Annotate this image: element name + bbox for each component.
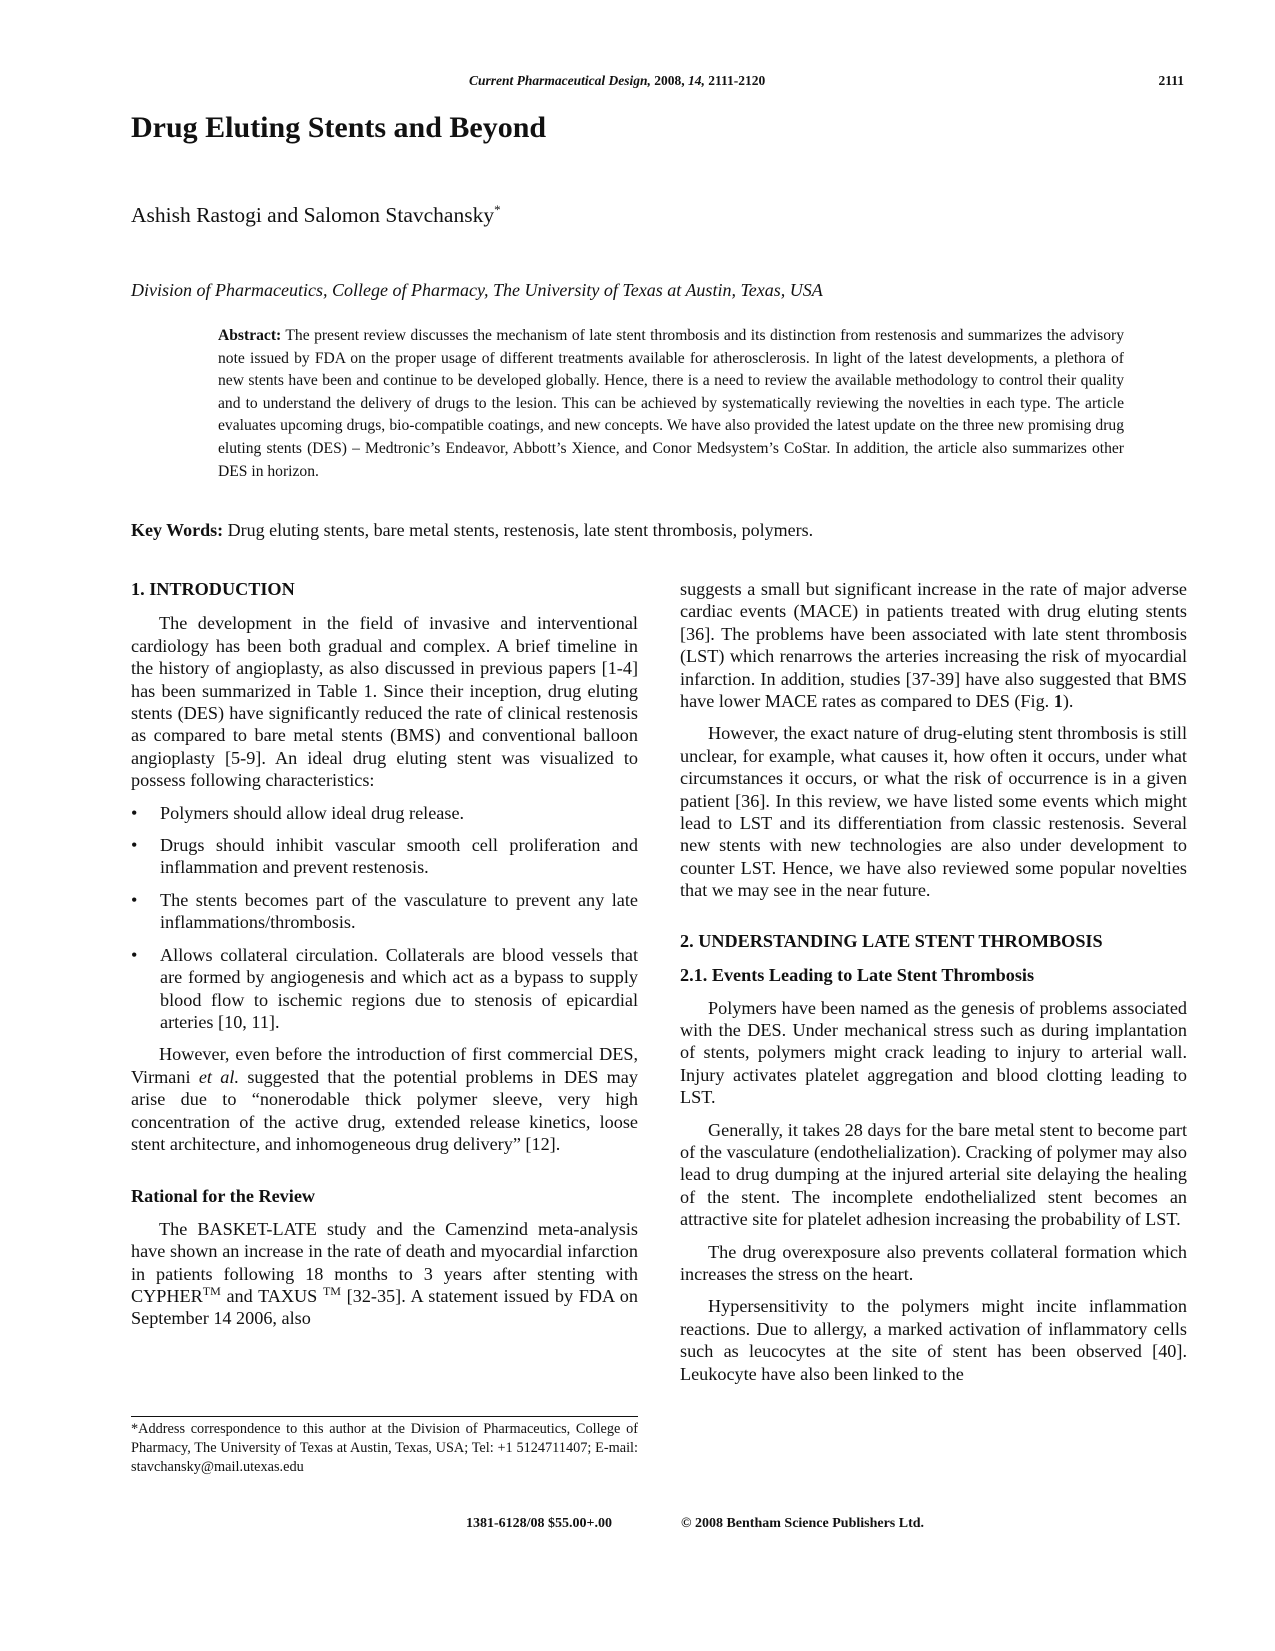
journal-pages: 2111-2120 bbox=[708, 73, 766, 88]
article-title: Drug Eluting Stents and Beyond bbox=[131, 111, 547, 144]
list-item-text: The stents becomes part of the vasculature to prevent any late inflammations/thrombosis. bbox=[160, 889, 638, 933]
subsection-heading-events: 2.1. Events Leading to Late Stent Thrombosis bbox=[680, 965, 1035, 986]
abstract-label: Abstract: bbox=[218, 327, 282, 344]
paragraph-text: [32-35]. A statement issued by FDA on September 14 2006, also bbox=[131, 1285, 638, 1329]
corresponding-author-mark: * bbox=[494, 202, 501, 217]
left-column bbox=[131, 578, 638, 1340]
trademark-mark: TM bbox=[322, 1283, 341, 1298]
paragraph: Generally, it takes 28 days for the bare metal stent to become part of the vasculature (endothelialization). Cracking of polymer may also lead to drug dumping at the injured arterial site delaying the healing of the stent. The incomplete endothelialized stent becomes an attractive site for platelet adhesion increasing the probability of LST. bbox=[680, 1119, 1187, 1230]
bullet-glyph: • bbox=[131, 802, 138, 823]
keywords-label: Key Words: bbox=[131, 520, 224, 540]
paragraph: However, the exact nature of drug-eluting stent thrombosis is still unclear, for example, what causes it, how often it occurs, under what circumstances it occurs, or what the risk of occurrence is in a given patient [36]. In this review, we have listed some events which might lead to LST and its differentiation from classic restenosis. Several new stents with new technologies are also under development to counter LST. Hence, we have also reviewed some popular novelties that we may see in the near future. bbox=[680, 723, 1187, 901]
characteristics-list bbox=[131, 802, 638, 1034]
copyright-notice: © 2008 Bentham Science Publishers Ltd. bbox=[681, 1516, 925, 1531]
paragraph: The drug overexposure also prevents collateral formation which increases the stress on the heart. bbox=[680, 1241, 1187, 1284]
list-item bbox=[131, 944, 638, 1034]
journal-name: Current Pharmaceutical Design, bbox=[469, 73, 651, 88]
abstract-text: The present review discusses the mechanism of late stent thrombosis and its distinction from restenosis and summarizes the advisory note issued by FDA on the proper usage of different treatments available for atherosclerosis. In light of the latest developments, a plethora of new stents have been and continue to be developed globally. Hence, there is a need to review the available methodology to control their quality and to understand the delivery of drugs to the lesion. This can be achieved by systematically reviewing the novelties in each type. The article evaluates upcoming drugs, bio-compatible coatings, and new concepts. We have also provided the latest update on the three new promising drug eluting stents (DES) – Medtronic’s Endeavor, Abbott’s Xience, and Conor Medsystem’s CoStar. In addition, the article also summarizes other DES in horizon. bbox=[218, 327, 1124, 480]
paragraph-text: ). bbox=[1062, 691, 1074, 712]
paragraph-text: and TAXUS bbox=[220, 1285, 323, 1306]
paragraph: The development in the field of invasive and interventional cardiology has been both gradual and complex. A brief timeline in the history of angioplasty, as also discussed in previous papers [1-4] has been summarized in Table 1. Since their inception, drug eluting stents (DES) have significantly reduced the rate of clinical restenosis as compared to bare metal stents (BMS) and conventional balloon angioplasty [5-9]. An ideal drug eluting stent was visualized to possess following characteristics: bbox=[131, 613, 638, 791]
paragraph bbox=[131, 1043, 638, 1155]
paragraph-text: The BASKET-LATE study and the Camenzind meta-analysis have shown an increase in the rate of death and myocardial infarction in patients following 18 months to 3 years after stenting with CYPHER bbox=[131, 1218, 638, 1306]
paragraph-text: suggests a small but significant increase in the rate of major adverse cardiac events (MACE) in patients treated with drug eluting stents [36]. The problems have been associated with late stent thrombosis (LST) which renarrows the arteries increasing the risk of myocardial infarction. In addition, studies [37-39] have also suggested that BMS have lower MACE rates as compared to DES (Fig. bbox=[680, 579, 1187, 712]
figure-reference: 1 bbox=[1053, 691, 1063, 712]
bullet-glyph: • bbox=[131, 835, 138, 856]
abstract bbox=[218, 325, 1124, 483]
bullet-glyph: • bbox=[131, 944, 138, 965]
section-heading-rational: Rational for the Review bbox=[131, 1186, 316, 1207]
journal-volume: 14, bbox=[688, 73, 705, 88]
page-number: 2111 bbox=[1158, 73, 1184, 88]
et-al-italic: et al. bbox=[198, 1066, 239, 1087]
affiliation: Division of Pharmaceutics, College of Pharmacy, The University of Texas at Austin, Texas, USA bbox=[131, 280, 823, 300]
list-item-text: Polymers should allow ideal drug release. bbox=[160, 802, 465, 823]
trademark-mark: TM bbox=[202, 1283, 221, 1298]
paragraph: Polymers have been named as the genesis of problems associated with the DES. Under mechanical stress such as during implantation of stents, polymers might crack leading to injury to arterial wall. Injury activates platelet aggregation and blood clotting leading to LST. bbox=[680, 997, 1187, 1108]
paragraph bbox=[131, 1218, 638, 1330]
paragraph-text: However, even before the introduction of first commercial DES, Virmani bbox=[131, 1044, 638, 1087]
list-item-text: Drugs should inhibit vascular smooth cell proliferation and inflammation and prevent restenosis. bbox=[160, 835, 638, 878]
list-item bbox=[131, 889, 638, 934]
section-heading-introduction: 1. INTRODUCTION bbox=[131, 579, 295, 599]
list-item bbox=[131, 802, 638, 824]
correspondence-footnote: *Address correspondence to this author at the Division of Pharmaceutics, College of Pharmacy, The University of Texas at Austin, Texas, USA; Tel: +1 5124711407; E-mail: stavchansky@mail.utexas.edu bbox=[131, 1416, 638, 1477]
keywords-text: Drug eluting stents, bare metal stents, restenosis, late stent thrombosis, polymers. bbox=[227, 520, 814, 540]
author-names: Ashish Rastogi and Salomon Stavchansky bbox=[131, 203, 495, 228]
right-column bbox=[680, 578, 1187, 1395]
keywords bbox=[131, 520, 1181, 541]
bullet-glyph: • bbox=[131, 889, 138, 910]
journal-year: 2008, bbox=[654, 73, 685, 88]
paragraph bbox=[680, 578, 1187, 712]
journal-citation bbox=[469, 73, 765, 89]
list-item-text: Allows collateral circulation. Collaterals are blood vessels that are formed by angiogenesis and which act as a bypass to supply blood flow to ischemic regions due to stenosis of epicardial arteries [10, 11]. bbox=[160, 944, 638, 1032]
list-item bbox=[131, 834, 638, 879]
paragraph-text: suggested that the potential problems in DES may arise due to “nonerodable thick polymer sleeve, very high concentration of the active drug, extended release kinetics, loose stent architecture, and inhomogeneous drug delivery” [12]. bbox=[131, 1066, 638, 1154]
section-heading-lst: 2. UNDERSTANDING LATE STENT THROMBOSIS bbox=[680, 930, 1103, 951]
issn-price: 1381-6128/08 $55.00+.00 bbox=[466, 1516, 613, 1531]
author-list bbox=[131, 202, 501, 228]
paragraph: Hypersensitivity to the polymers might incite inflammation reactions. Due to allergy, a marked activation of inflammatory cells such as leucocytes at the site of stent has been observed [40]. Leukocyte have also been linked to the bbox=[680, 1296, 1187, 1384]
